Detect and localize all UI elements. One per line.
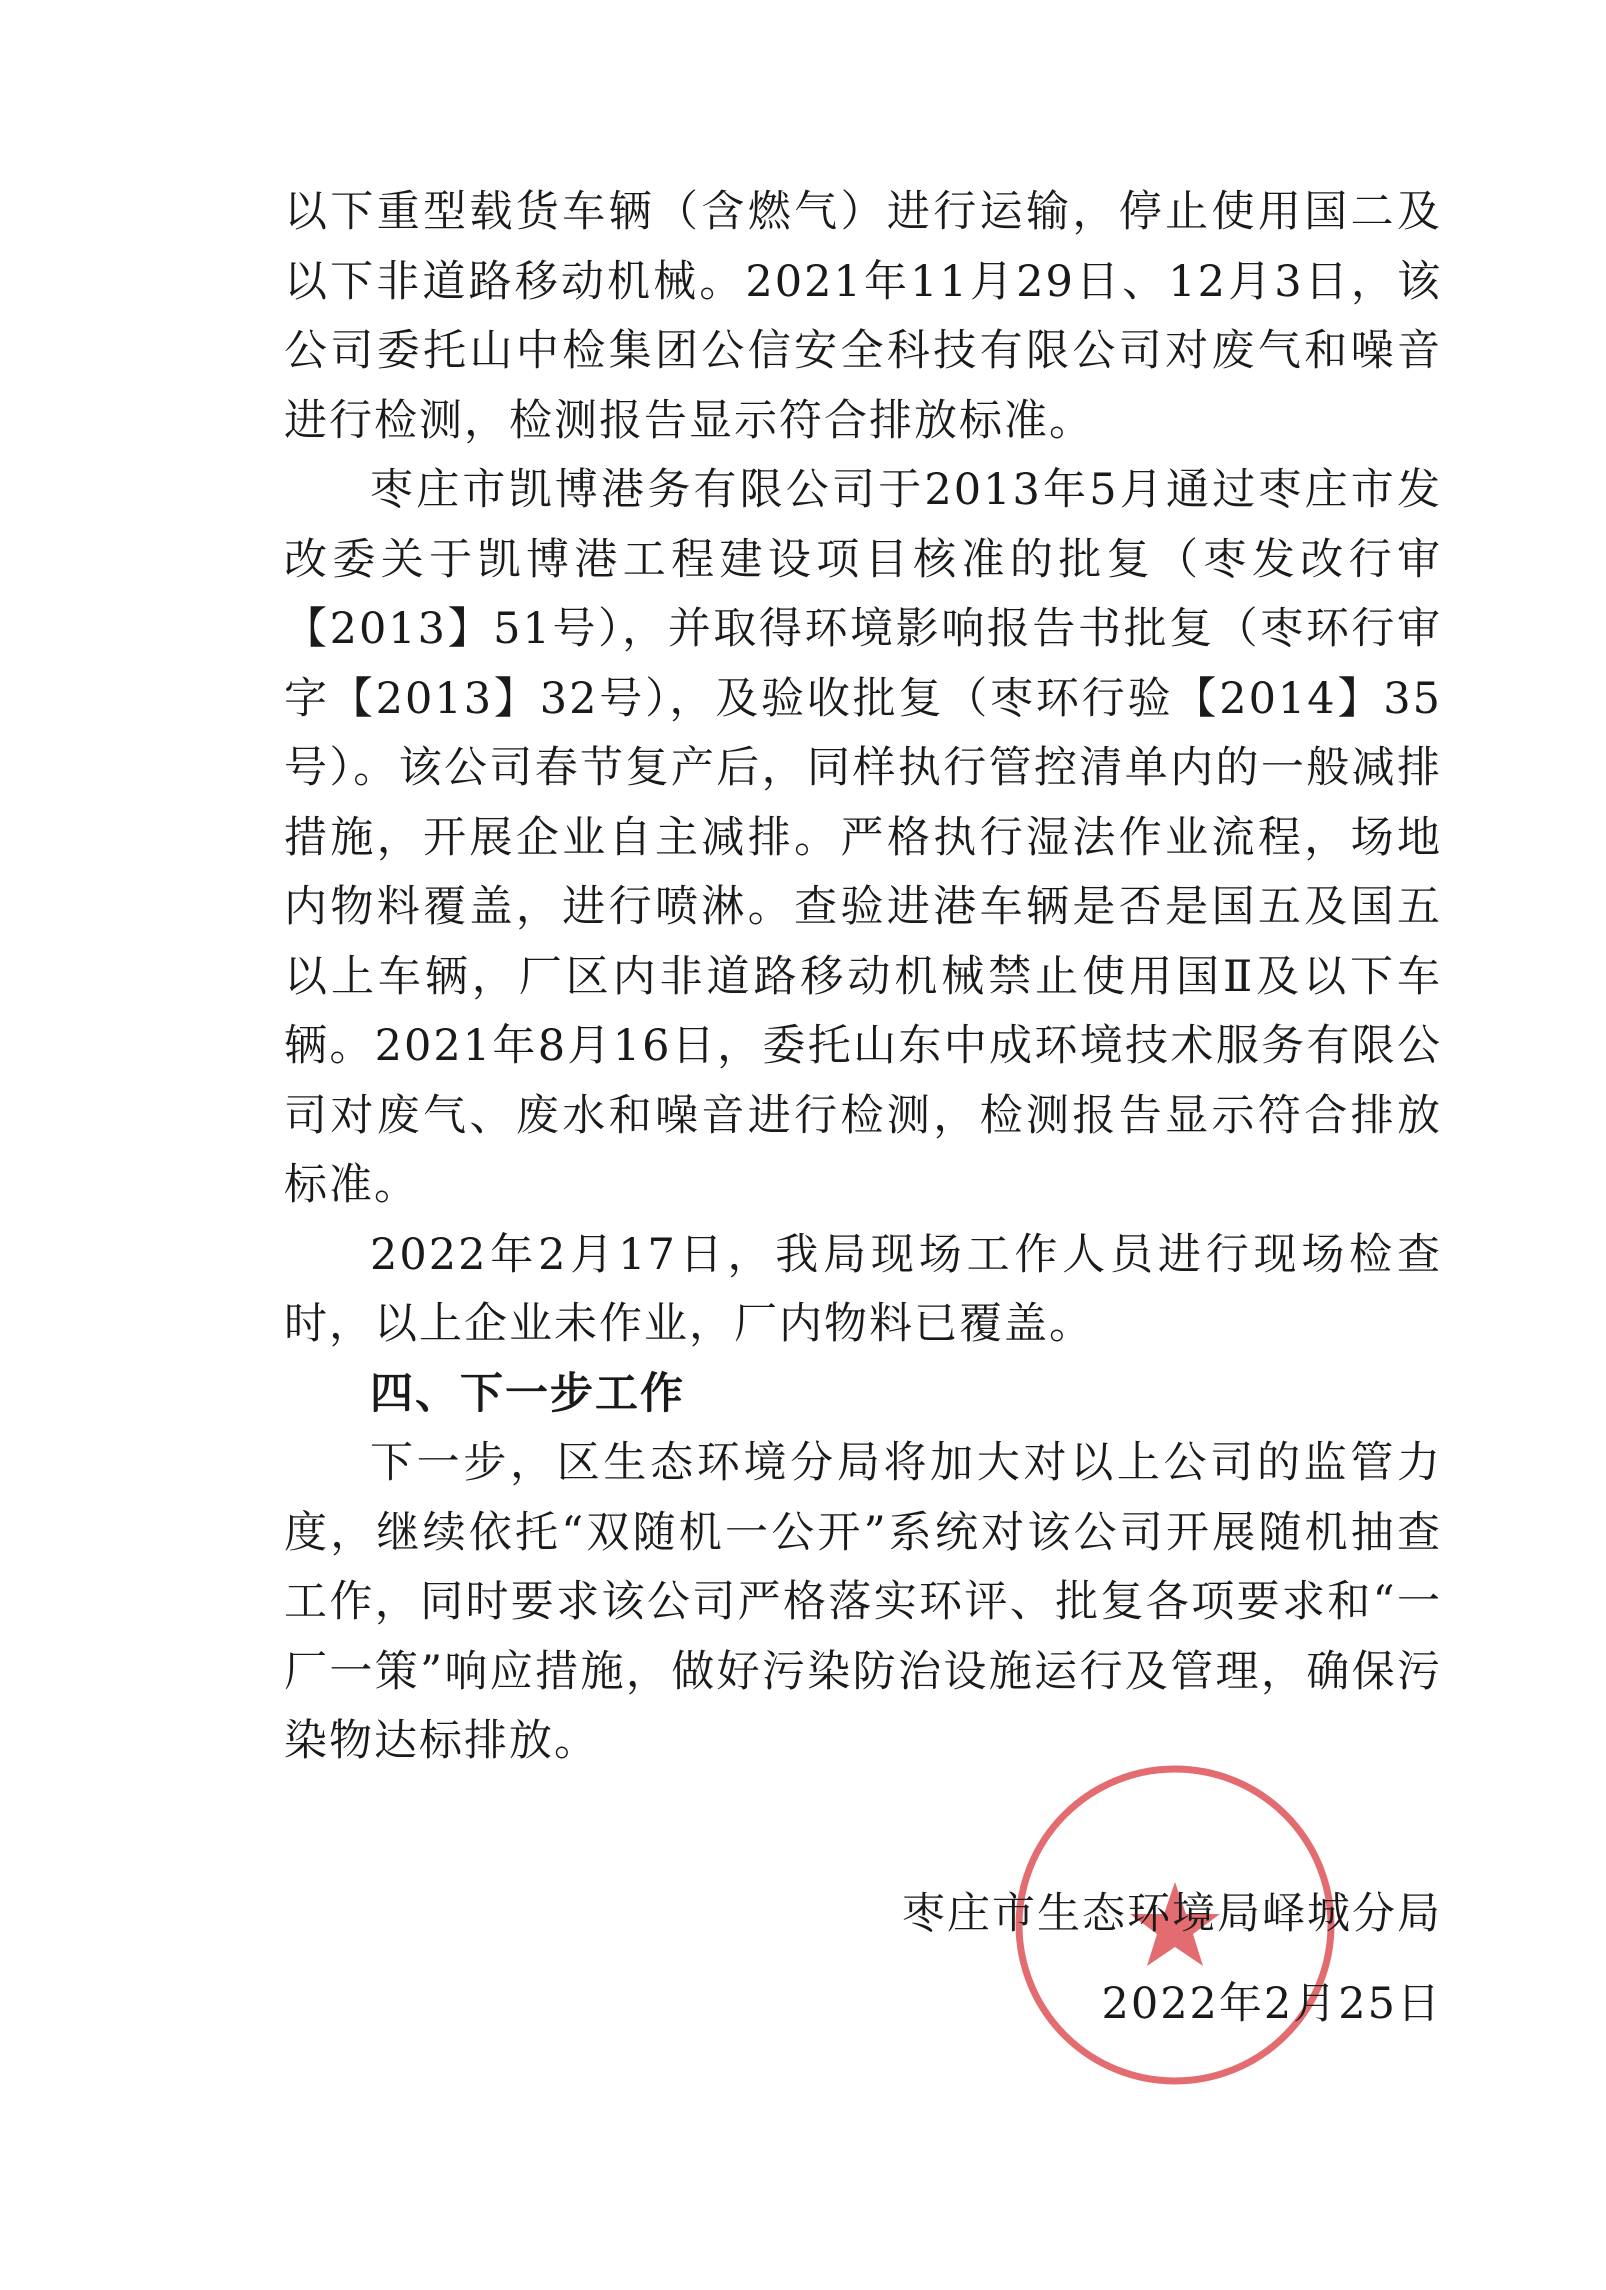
section-heading: 四、下一步工作 [370,1368,685,1419]
paragraph-2: 枣庄市凯博港务有限公司于2013年5月通过枣庄市发改委关于凯博港工程建设项目核准的批复（枣发改行审【2013】51号），并取得环境影响报告书批复（枣环行审字【2013】32号），及验收批复（枣环行验【2014】35号）。该公司春节复产后，同样执行管控清单内的一般减排措施，开展企业自主减排。严格执行湿法作业流程，场地内物料覆盖，进行喷淋。查验进港车辆是否是国五及国五以上车辆，厂区内非道路移动机械禁止使用国Ⅱ及以下车辆。2021年8月16日，委托山东中成环境技术服务有限公司对废气、废水和噪音进行检测，检测报告显示符合排放标准。 [284,465,1442,1210]
closing-paragraph: 下一步，区生态环境分局将加大对以上公司的监管力度，继续依托“双随机一公开”系统对该公司开展随机抽查工作，同时要求该公司严格落实环评、批复各项要求和“一厂一策”响应措施，做好污染防治设施运行及管理，确保污染物达标排放。 [284,1438,1442,1766]
paragraph-3: 2022年2月17日，我局现场工作人员进行现场检查时，以上企业未作业，厂内物料已覆盖。 [284,1229,1442,1349]
document-body [284,178,1442,1777]
signature-date: 2022年2月25日 [1101,1979,1442,2029]
signature-organization: 枣庄市生态环境局峄城分局 [902,1889,1442,1939]
paragraph-1: 以下重型载货车辆（含燃气）进行运输，停止使用国二及以下非道路移动机械。2021年11月29日、12月3日，该公司委托山中检集团公信安全科技有限公司对废气和噪音进行检测，检测报告显示符合排放标准。 [284,187,1442,446]
